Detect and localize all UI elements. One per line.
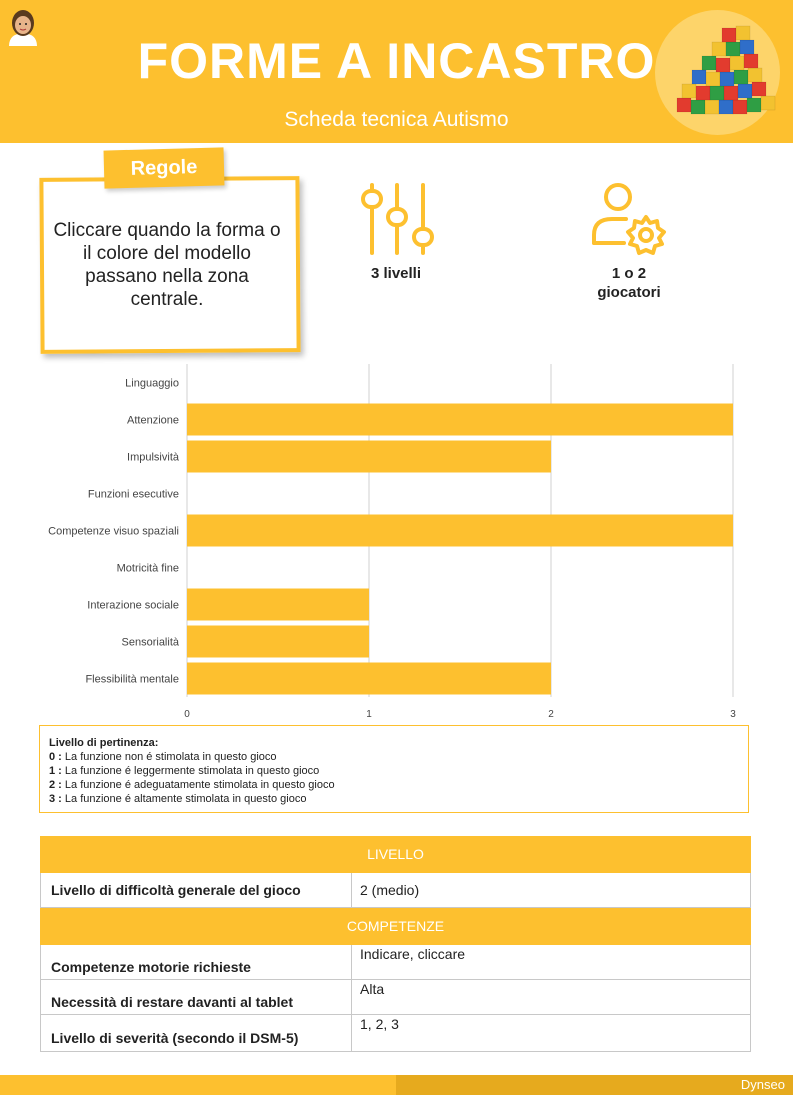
category-label: Sensorialità xyxy=(121,636,179,649)
dynseo-logo: Dynseo xyxy=(740,1077,785,1092)
table-row: Livello di difficoltà generale del gioco 2 (medio) xyxy=(40,873,751,908)
info-table xyxy=(40,836,751,1052)
table-row: Necessità di restare davanti al tablet Alta xyxy=(40,980,751,1015)
table-row: Competenze motorie richieste Indicare, cliccare xyxy=(40,945,751,980)
footer-bar-dark xyxy=(396,1075,793,1095)
category-label: Flessibilità mentale xyxy=(85,673,179,686)
bar-impulsivit- xyxy=(187,441,551,473)
x-tick-label: 2 xyxy=(548,709,554,720)
players-count: 1 o 2 xyxy=(611,265,647,282)
bar-flessibilit-mentale xyxy=(187,663,551,695)
page-title: FORME A INCASTRO xyxy=(137,33,656,89)
legend-item: 0 : La funzione non é stimolata in questo gioco xyxy=(49,751,277,763)
bar-competenze-visuo-spaziali xyxy=(187,515,733,547)
table-section-competenze: COMPETENZE xyxy=(40,908,751,945)
players-label xyxy=(580,264,678,302)
toy-blocks-icon xyxy=(672,20,782,120)
category-label: Attenzione xyxy=(127,414,179,427)
category-label: Competenze visuo spaziali xyxy=(48,525,179,538)
bar-sensorialit- xyxy=(187,626,369,658)
x-tick-label: 3 xyxy=(730,709,736,720)
table-section-livello: LIVELLO xyxy=(40,836,751,873)
players-word: giocatori xyxy=(597,284,661,301)
legend-item: 2 : La funzione é adeguatamente stimolata in questo gioco xyxy=(49,779,335,791)
bar-interazione-sociale xyxy=(187,589,369,621)
category-label: Interazione sociale xyxy=(87,599,179,612)
relevance-bar-chart xyxy=(0,360,793,720)
table-row: Livello di severità (secondo il DSM-5) 1, 2, 3 xyxy=(40,1015,751,1052)
rules-text: Cliccare quando la forma o il colore del modello passano nella zona centrale. xyxy=(53,220,281,310)
legend-item: 3 : La funzione é altamente stimolata in questo gioco xyxy=(49,793,307,805)
legend-item: 1 : La funzione é leggermente stimolata in questo gioco xyxy=(49,765,320,777)
sliders-icon xyxy=(360,181,436,257)
x-tick-label: 0 xyxy=(184,709,190,720)
relevance-legend xyxy=(39,725,749,813)
levels-label: 3 livelli xyxy=(370,265,422,282)
x-tick-label: 1 xyxy=(366,709,372,720)
category-label: Linguaggio xyxy=(125,377,179,390)
legend-title: Livello di pertinenza: xyxy=(49,737,159,749)
user-settings-icon xyxy=(590,181,668,257)
rules-tag: Regole xyxy=(104,147,225,188)
category-label: Impulsività xyxy=(127,451,179,464)
page-subtitle: Scheda tecnica Autismo xyxy=(284,108,509,131)
category-label: Funzioni esecutive xyxy=(87,488,179,501)
category-label: Motricità fine xyxy=(116,562,179,575)
bar-attenzione xyxy=(187,404,733,436)
header-banner xyxy=(0,0,793,143)
